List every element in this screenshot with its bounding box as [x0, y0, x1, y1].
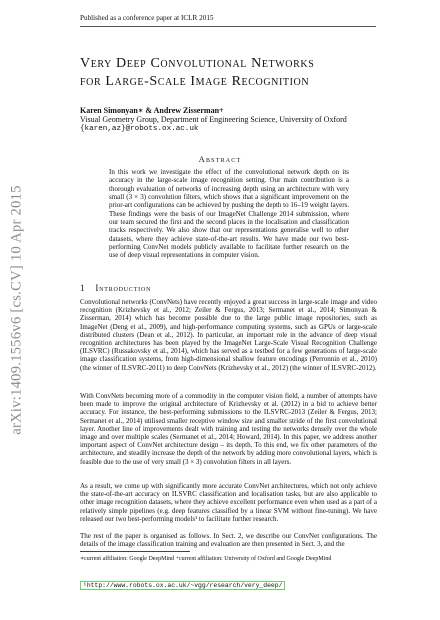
title-line-2: for Large-Scale Image Recognition [80, 74, 310, 89]
header-rule [80, 26, 376, 27]
author-block [80, 106, 347, 134]
arxiv-stamp [6, 150, 28, 470]
model-url-link[interactable] [80, 574, 285, 592]
intro-paragraph-3: As a result, we come up with significantly more accurate ConvNet architectures, which not only achieve the state-of-the-art accuracy on ILSVRC classification and localisation tasks, but are also applicable to other image recognition datasets, where they achieve excellent performance even when used as a part of a relatively simple pipelines (e.g. deep features classified by a linear SVM without fine-tuning). We have released our two best-performing models¹ to facilitate further research. [80, 482, 377, 523]
arxiv-stamp-text: arXiv:1409.1556v6 [cs.CV] 10 Apr 2015 [8, 185, 25, 435]
intro-paragraph-1: Convolutional networks (ConvNets) have recently enjoyed a great success in large-scale image and video recognition (Krizhevsky et al., 2012; Zeiler & Fergus, 2013; Sermanet et al., 2014; Simonyan & Zisserman, 2014) which has become possible due to the large public image repositories, such as ImageNet (Deng et al., 2009), and high-performance computing systems, such as GPUs or large-scale distributed clusters (Dean et al., 2012). In particular, an important role in the advance of deep visual recognition architectures has been played by the ImageNet Large-Scale Visual Recognition Challenge (ILSVRC) (Russakovsky et al., 2014), which has served as a testbed for a few generations of large-scale image classification systems, from high-dimensional shallow feature encodings (Perronnin et al., 2010) (the winner of ILSVRC-2011) to deep ConvNets (Krizhevsky et al., 2012) (the winner of ILSVRC-2012). [80, 298, 377, 372]
section-title: Introduction [95, 283, 152, 293]
conference-header: Published as a conference paper at ICLR 2015 [80, 14, 214, 22]
author-email[interactable]: {karen,az}@robots.ox.ac.uk [80, 124, 199, 133]
intro-paragraph-4: The rest of the paper is organised as follows. In Sect. 2, we describe our ConvNet configurations. The details of the image classification training and evaluation are then presented in Sect. 3, and the [80, 532, 377, 549]
section-number: 1 [80, 283, 86, 293]
footnote-rule [80, 551, 190, 552]
section-heading [80, 283, 151, 293]
paper-title [80, 55, 380, 91]
abstract-text: In this work we investigate the effect of the convolutional network depth on its accuracy in the large-scale image recognition setting. Our main contribution is a thorough evaluation of networks of increasing depth using an architecture with very small (3 × 3) convolution filters, which shows that a significant improvement on the prior-art configurations can be achieved by pushing the depth to 16–19 weight layers. These findings were the basis of our ImageNet Challenge 2014 submission, where our team secured the first and the second places in the localisation and classification tracks respectively. We also show that our representations generalise well to other datasets, where they achieve state-of-the-art results. We have made our two best-performing ConvNet models publicly available to facilitate further research on the use of deep visual representations in computer vision. [109, 168, 349, 260]
footnote-affiliations: ∗current affiliation: Google DeepMind +current affiliation: University of Oxford and Google DeepMind [80, 556, 332, 562]
abstract-heading: Abstract [198, 154, 242, 164]
author-affiliation: Visual Geometry Group, Department of Engineering Science, University of Oxford [80, 115, 347, 125]
model-url-text[interactable]: ¹http://www.robots.ox.ac.uk/~vgg/research/very_deep/ [80, 581, 285, 590]
title-line-1: Very Deep Convolutional Networks [80, 56, 315, 71]
intro-paragraph-2: With ConvNets becoming more of a commodity in the computer vision field, a number of attempts have been made to improve the original architecture of Krizhevsky et al. (2012) in a bid to achieve better accuracy. For instance, the best-performing submissions to the ILSVRC-2013 (Zeiler & Fergus, 2013; Sermanet et al., 2014) utilised smaller receptive window size and smaller stride of the first convolutional layer. Another line of improvements dealt with training and testing the networks densely over the whole image and over multiple scales (Sermanet et al., 2014; Howard, 2014). In this paper, we address another important aspect of ConvNet architecture design – its depth. To this end, we fix other parameters of the architecture, and steadily increase the depth of the network by adding more convolutional layers, which is feasible due to the use of very small (3 × 3) convolution filters in all layers. [80, 392, 377, 466]
author-names: Karen Simonyan∗ & Andrew Zisserman+ [80, 106, 224, 115]
